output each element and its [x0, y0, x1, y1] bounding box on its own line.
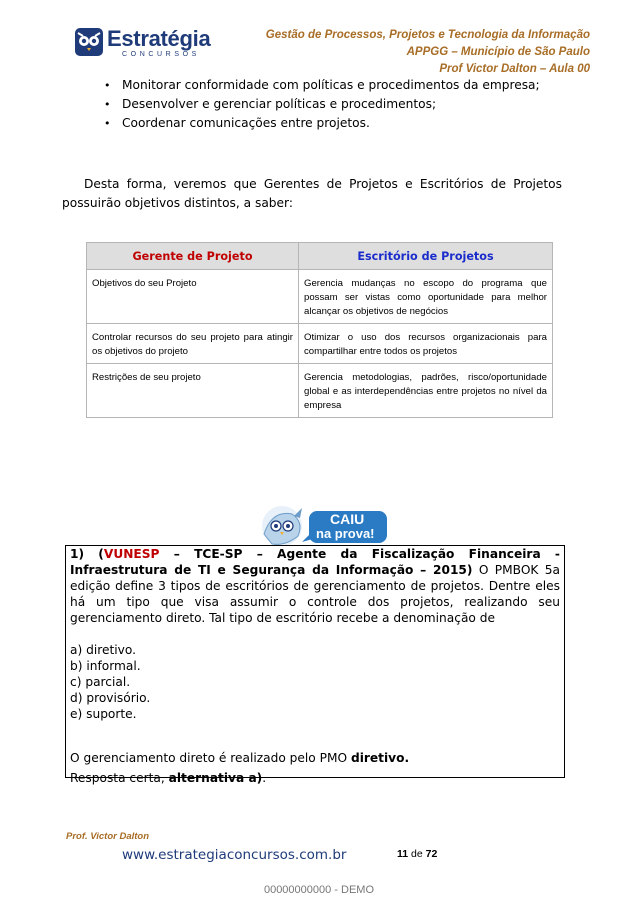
- footer-website-link[interactable]: www.estrategiaconcursos.com.br: [122, 847, 347, 863]
- estrategia-logo: [74, 27, 214, 61]
- question-reference: – TCE-SP – Agente da Fiscalização Financeira - Infraestrutura de TI e Segurança da Informação – 2015): [70, 547, 560, 577]
- bullet-item: • Coordenar comunicações entre projetos.: [104, 114, 540, 133]
- question-number: 1) (: [70, 547, 104, 561]
- answer-text: Resposta certa,: [70, 771, 169, 785]
- answer-period: .: [262, 771, 267, 785]
- option-e: e) suporte.: [70, 707, 137, 721]
- header-project-office: Escritório de Projetos: [299, 243, 553, 270]
- demo-watermark: 00000000000 - DEMO: [263, 884, 375, 896]
- intro-paragraph-text: Desta forma, veremos que Gerentes de Projetos e Escritórios de Projetos possuirão objetivos distintos, a saber:: [62, 177, 562, 210]
- table-cell: Objetivos do seu Projeto: [87, 270, 299, 324]
- page-current: 11: [397, 848, 409, 860]
- table-cell: Gerencia metodologias, padrões, risco/oportunidade global e as interdependências entre projetos no nível da empresa: [299, 364, 553, 418]
- caiu-na-prova-badge: [252, 504, 390, 548]
- table-cell: Restrições de seu projeto: [87, 364, 299, 418]
- question-box: [65, 545, 565, 785]
- header-lesson: Prof Victor Dalton – Aula 00: [439, 63, 590, 75]
- badge-line-2: na prova!: [316, 526, 375, 541]
- header-course-title: Gestão de Processos, Projetos e Tecnologia da Informação: [265, 29, 590, 41]
- bullet-item: • Desenvolver e gerenciar políticas e procedimentos;: [104, 95, 540, 114]
- bullet-list: [104, 76, 540, 133]
- option-c: c) parcial.: [70, 675, 131, 689]
- owl-logo-icon: [74, 27, 104, 57]
- answer: [70, 770, 560, 786]
- option-b: b) informal.: [70, 659, 141, 673]
- answer-keyword: alternativa a): [168, 771, 263, 785]
- explanation-text: O gerenciamento direto é realizado pelo PMO: [70, 751, 351, 765]
- option-d: d) provisório.: [70, 691, 151, 705]
- badge-line-1: CAIU: [330, 511, 365, 527]
- bullet-item: • Monitorar conformidade com políticas e procedimentos da empresa;: [104, 76, 540, 95]
- footer-author: Prof. Victor Dalton: [66, 831, 150, 842]
- comparison-table: [86, 242, 553, 418]
- table-row: [87, 324, 553, 364]
- question-organization: VUNESP: [103, 547, 160, 561]
- table-row: [87, 364, 553, 418]
- table-row: [87, 270, 553, 324]
- table-header-row: [87, 243, 553, 270]
- question-text: O PMBOK 5a edição define 3 tipos de escritórios de gerenciamento de projetos. Dentre eles há um tipo que visa assumir o controle dos projetos, realizando seu gerenciamento direto. Tal tipo de escritório recebe a denominação de: [70, 563, 560, 625]
- table-cell: Otimizar o uso dos recursos organizacionais para compartilhar entre todos os projetos: [299, 324, 553, 364]
- brand-subtitle: CONCURSOS: [122, 51, 200, 58]
- intro-paragraph: [62, 175, 562, 213]
- header-project-manager: Gerente de Projeto: [87, 243, 299, 270]
- brand-name: Estratégia: [107, 26, 211, 51]
- page-number: [397, 848, 437, 860]
- header-exam: APPGG – Município de São Paulo: [406, 46, 590, 58]
- table-cell: Controlar recursos do seu projeto para atingir os objetivos do projeto: [87, 324, 299, 364]
- table-cell: Gerencia mudanças no escopo do programa que possam ser vistas como oportunidade para melhor alcançar os objetivos de negócios: [299, 270, 553, 324]
- explanation-keyword: diretivo.: [350, 751, 410, 765]
- option-a: a) diretivo.: [70, 643, 136, 657]
- explanation: [70, 750, 560, 766]
- page-separator: de: [408, 848, 426, 860]
- page-total: 72: [425, 848, 438, 860]
- question-statement: [70, 546, 560, 626]
